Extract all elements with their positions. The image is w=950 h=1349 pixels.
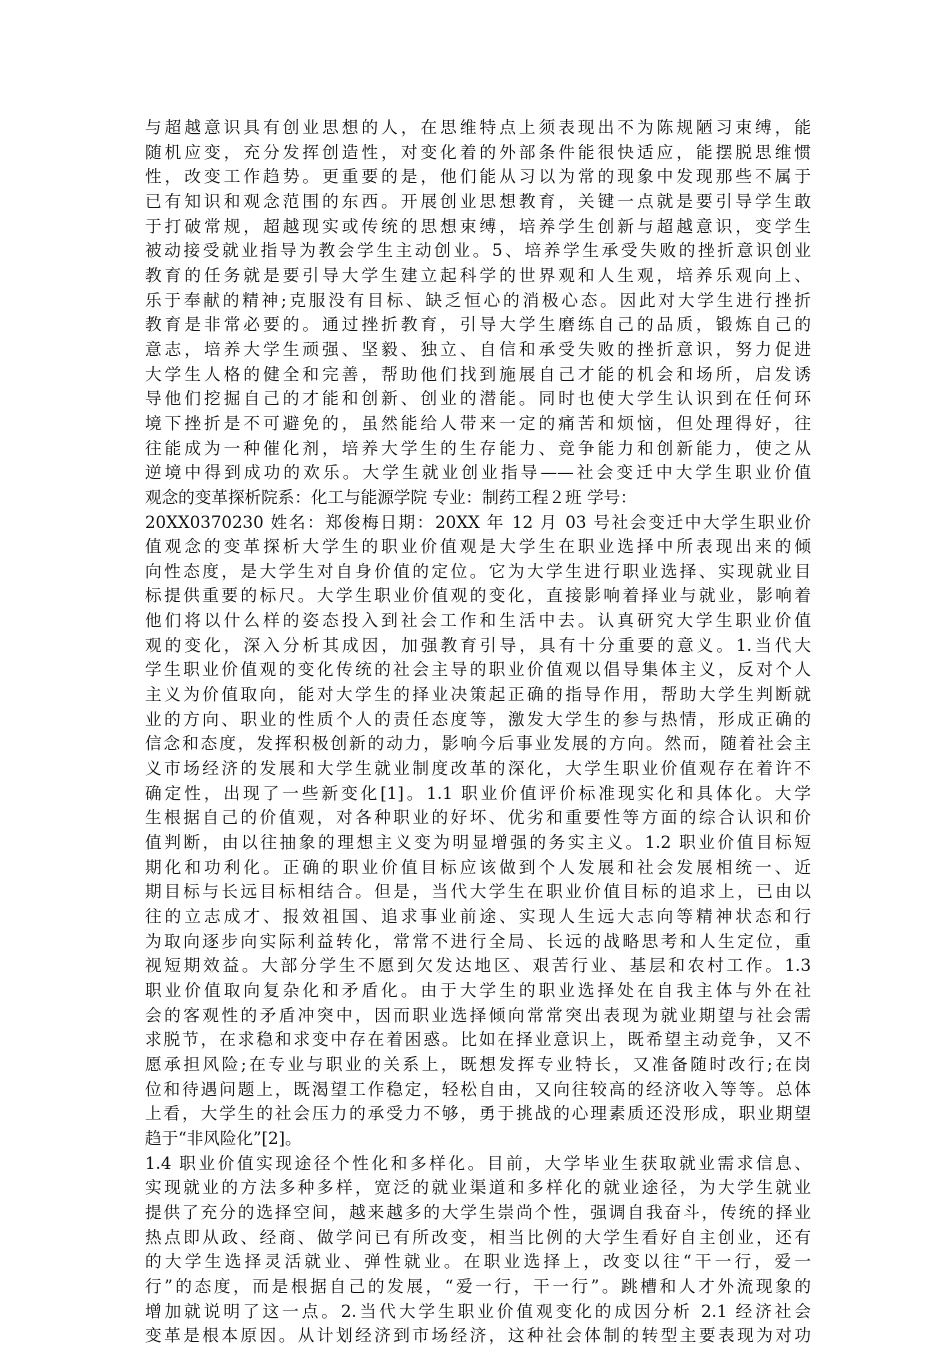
- text-line: 求脱节，在求稳和求变中存在着困惑。比如在择业意识上，既希望主动竞争，又不: [145, 1030, 811, 1050]
- text-line: 期目标与长远目标相结合。但是，当代大学生在职业价值目标的追求上，已由以: [145, 882, 811, 902]
- text-line: 境下挫折是不可避免的，虽然能给人带来一定的痛苦和烦恼，但处理得好，往: [145, 413, 811, 433]
- text-line: 值判断，由以往抽象的理想主义变为明显增强的务实主义。1.2 职业价值目标短: [145, 833, 811, 853]
- text-line: 热点即从政、经商、做学问已有所改变，相当比例的大学生看好自主创业，还有: [145, 1227, 811, 1247]
- text-line: 性，改变工作趋势。更重要的是，他们能从习以为常的现象中发现那些不属于: [145, 167, 811, 187]
- text-line: 变革是根本原因。从计划经济到市场经济，这种社会体制的转型主要表现为对功: [145, 1326, 811, 1346]
- text-line: 实现就业的方法多种多样，宽泛的就业渠道和多样化的就业途径，为大学生就业: [145, 1178, 811, 1198]
- text-line: 与超越意识具有创业思想的人，在思维特点上须表现出不为陈规陋习束缚，能: [145, 118, 811, 137]
- text-line: 向性态度，是大学生对自身价值的定位。它为大学生进行职业选择、实现就业目: [145, 561, 811, 581]
- text-line: 往能成为一种催化剂，培养大学生的生存能力、竞争能力和创新能力，使之从: [145, 438, 811, 458]
- text-line: 增加就说明了这一点。2.当代大学生职业价值观变化的成因分析 2.1 经济社会: [145, 1301, 811, 1321]
- text-line: 职业价值取向复杂化和矛盾化。由于大学生的职业选择处在自我主体与外在社: [145, 980, 811, 1000]
- text-line: 义市场经济的发展和大学生就业制度改革的深化，大学生职业价值观存在着许不: [145, 759, 811, 779]
- text-line: 观念的变革探析院系：化工与能源学院 专业：制药工程２班 学号：: [145, 487, 637, 507]
- text-line: 已有知识和观念范围的东西。开展创业思想教育，关键一点就是要引导学生敢: [145, 191, 811, 211]
- text-line: 位和待遇问题上，既渴望工作稳定，轻松自由，又向往较高的经济收入等等。总体: [145, 1079, 811, 1099]
- text-line: 意志，培养大学生顽强、坚毅、独立、自信和承受失败的挫折意识，努力促进: [145, 339, 811, 359]
- text-line: 大学生人格的健全和完善，帮助他们找到施展自己才能的机会和场所，启发诱: [145, 364, 811, 384]
- text-line: 的大学生选择灵活就业、弹性就业。在职业选择上，改变以往“干一行，爱一: [145, 1252, 811, 1272]
- text-line: 信念和态度，发挥积极创新的动力，影响今后事业发展的方向。然而，随着社会主: [145, 734, 811, 754]
- text-line: 教育的任务就是要引导大学生建立起科学的世界观和人生观，培养乐观向上、: [145, 265, 811, 285]
- text-line: 于打破常规，超越现实或传统的思想束缚，培养学生创新与超越意识，变学生: [145, 216, 811, 236]
- text-line: 提供了充分的选择空间，越来越多的大学生崇尚个性，强调自我奋斗，传统的择业: [145, 1202, 811, 1222]
- text-line: 观的变化，深入分析其成因，加强教育引导，具有十分重要的意义。1.当代大: [145, 635, 811, 655]
- text-line: 为取向逐步向实际利益转化，常常不进行全局、长远的战略思考和人生定位，重: [145, 931, 811, 951]
- text-line: 导他们挖掘自己的才能和创新、创业的潜能。同时也使大学生认识到在任何环: [145, 389, 811, 409]
- text-line: 上看，大学生的社会压力的承受力不够，勇于挑战的心理素质还没形成，职业期望: [145, 1104, 811, 1124]
- text-line: 随机应变，充分发挥创造性，对变化着的外部条件能很快适应，能摆脱思维惯: [145, 142, 811, 162]
- text-line: 会的客观性的矛盾冲突中，因而职业选择倾向常常突出表现为就业期望与社会需: [145, 1005, 811, 1025]
- text-line: 标提供重要的标尺。大学生职业价值观的变化，直接影响着择业与就业，影响着: [145, 586, 811, 606]
- text-line: 业的方向、职业的性质个人的责任态度等，激发大学生的参与热情，形成正确的: [145, 709, 811, 729]
- text-line: 确定性，出现了一些新变化[1]。1.1 职业价值评价标准现实化和具体化。大学: [145, 783, 811, 803]
- text-line: 1.4 职业价值实现途径个性化和多样化。目前，大学毕业生获取就业需求信息、: [145, 1153, 811, 1173]
- text-line: 愿承担风险;在专业与职业的关系上，既想发挥专业特长，又准备随时改行;在岗: [145, 1054, 811, 1074]
- text-line: 行”的态度，而是根据自己的发展，“爱一行，干一行”。跳槽和人才外流现象的: [145, 1276, 811, 1296]
- text-line: 视短期效益。大部分学生不愿到欠发达地区、艰苦行业、基层和农村工作。1.3: [145, 956, 811, 976]
- text-line: 生根据自己的价值观，对各种职业的好坏、优劣和重要性等方面的综合认识和价: [145, 808, 811, 828]
- text-line: 20XX0370230 姓名：郑俊梅日期：20XX 年 12 月 03 号社会变迁中大学生职业价: [145, 512, 811, 532]
- text-line: 趋于“非风险化”[2]。: [145, 1128, 302, 1148]
- document-body: [145, 116, 811, 1349]
- text-line: 乐于奉献的精神;克服没有目标、缺乏恒心的消极心态。因此对大学生进行挫折: [145, 290, 811, 310]
- text-line: 他们将以什么样的姿态投入到社会工作和生活中去。认真研究大学生职业价值: [145, 611, 811, 631]
- text-line: 学生职业价值观的变化传统的社会主导的职业价值观以倡导集体主义，反对个人: [145, 660, 811, 680]
- text-line: 期化和功利化。正确的职业价值目标应该做到个人发展和社会发展相统一、近: [145, 857, 811, 877]
- text-line: 主义为价值取向，能对大学生的择业决策起正确的指导作用，帮助大学生判断就: [145, 685, 811, 705]
- text-line: 逆境中得到成功的欢乐。大学生就业创业指导——社会变迁中大学生职业价值: [145, 463, 811, 483]
- text-line: 值观念的变革探析大学生的职业价值观是大学生在职业选择中所表现出来的倾: [145, 537, 811, 557]
- text-line: 被动接受就业指导为教会学生主动创业。5、培养学生承受失败的挫折意识创业: [145, 241, 811, 261]
- text-line: 往的立志成才、报效祖国、追求事业前途、实现人生远大志向等精神状态和行: [145, 907, 811, 926]
- text-line: 教育是非常必要的。通过挫折教育，引导大学生磨练自己的品质，锻炼自己的: [145, 315, 811, 335]
